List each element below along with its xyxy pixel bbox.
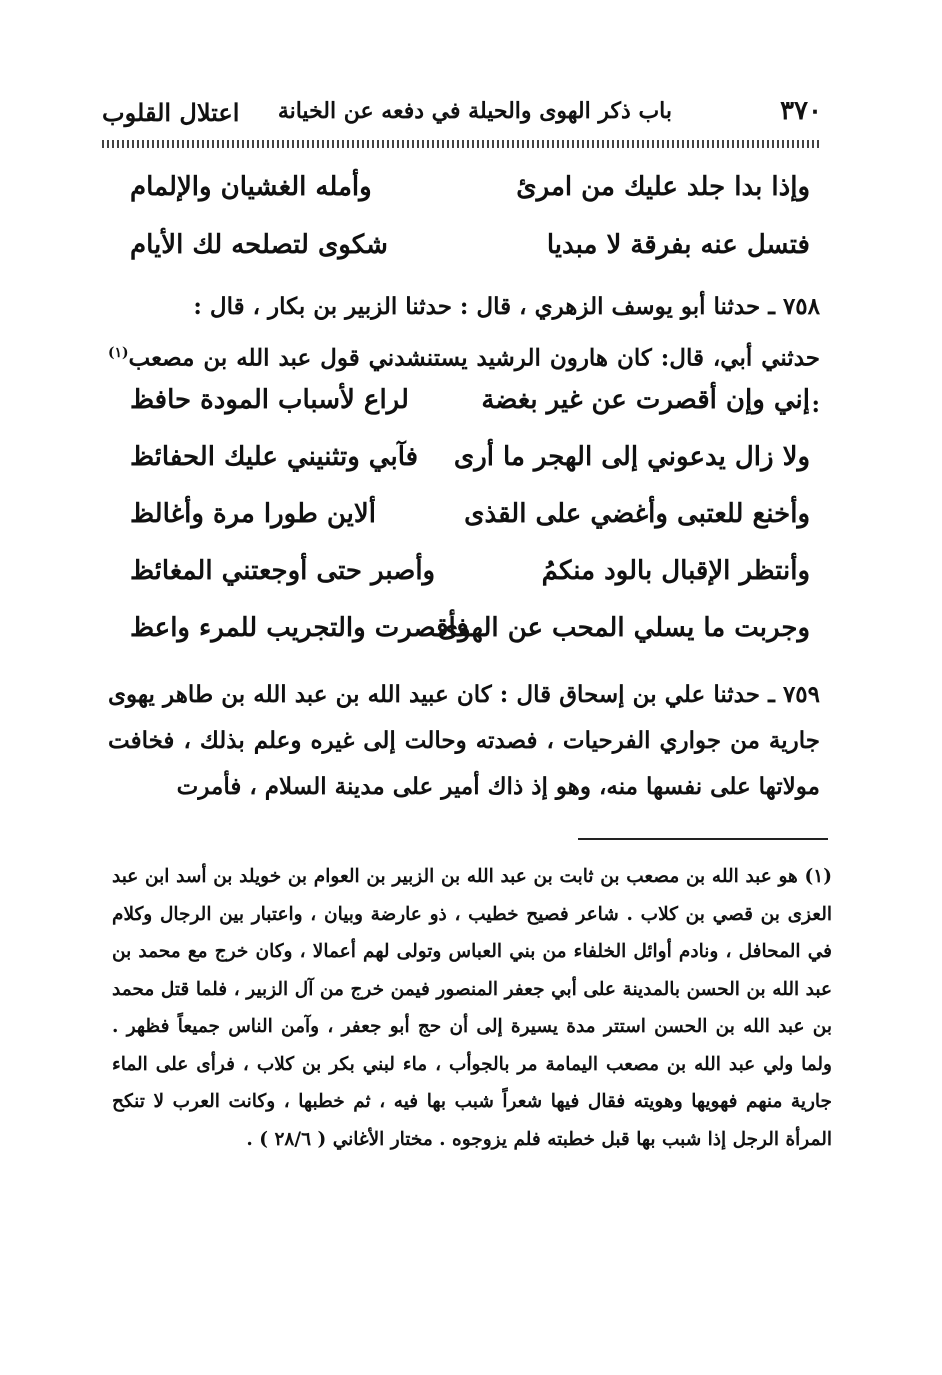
header-divider (102, 140, 822, 148)
verse-second-hemistich: شكوى لتصلحه لك الأيام (130, 230, 388, 260)
page-header (102, 92, 822, 132)
verse-first-hemistich: وأنتظر الإقبال بالود منكمُ (541, 556, 810, 586)
verse-line (120, 556, 810, 596)
verse-first-hemistich: ولا زال يدعوني إلى الهجر ما أرى (453, 442, 810, 472)
verse-first-hemistich: وجربت ما يسلي المحب عن الهوى (437, 613, 810, 643)
verse-first-hemistich: وإذا بدا جلد عليك من امرئ (516, 172, 810, 202)
verse-second-hemistich: فآبي وتثنيني عليك الحفائظ (130, 442, 419, 472)
verse-line (120, 613, 810, 653)
verse-first-hemistich: فتسل عنه بفرقة لا مبديا (546, 230, 810, 260)
book-title: اعتلال القلوب (102, 98, 240, 127)
verse-second-hemistich: ألاين طورا مرة وأغالظ (130, 499, 376, 529)
verse-line (120, 230, 810, 270)
running-title: باب ذكر الهوى والحيلة في دفعه عن الخيانة (277, 98, 672, 124)
verse-line (120, 442, 810, 482)
footnote: (١) هو عبد الله بن مصعب بن ثابت بن عبد الله بن الزبير بن العوام بن خويلد بن أسد ابن عبد العزى بن قصي بن كلاب . شاعر فصيح خطيب ، ذو عارضة وبيان ، واعتبار بين الرجال وكلام في المحافل ، ونادم أوائل الخلفاء من بني العباس وتولى لهم أعمالا ، وكان خرج مع محمد بن عبد الله بن الحسن بالمدينة على أبي جعفر المنصور فيمن خرج من آل الزبير ، فلما قتل محمد بن عبد الله بن الحسن استتر مدة يسيرة إلى أن حج أبو جعفر ، وآمن الناس جميعاً فظهر . ولما ولي عبد الله بن مصعب اليمامة مر بالجوأب ، ماء لبني بكر بن كلاب ، فرأى على الماء جارية منهم فهويها وهويته فقال فيها شعراً شبب بها فيه ، ثم خطبها ، وكانت العرب لا تنكح المرأة الرجل إذا شبب بها قبل خطبته فلم يزوجوه . مختار الأغاني ( ٢٨/٦ ) . (112, 866, 832, 1150)
entry-758-line-2: حدثني أبي، قال: كان هارون الرشيد يستنشدني قول عبد الله بن مصعب$^{(١)}$ : (108, 344, 820, 418)
entry-758-line-1: ٧٥٨ ـ حدثنا أبو يوسف الزهري ، قال : حدثنا الزبير بن بكار ، قال : (193, 293, 820, 320)
footnote-marker: (١) (108, 345, 129, 361)
verse-second-hemistich: فأقصرت والتجريب للمرء واعظ (130, 613, 469, 643)
verse-line (120, 499, 810, 539)
page-number: ٣٧٠ (780, 96, 822, 126)
verse-first-hemistich: وأخنع للعتبى وأغضي على القذى (464, 499, 810, 529)
verse-second-hemistich: وأصبر حتى أوجعتني المغائظ (130, 556, 436, 586)
verse-first-hemistich: إني وإن أقصرت عن غير بغضة (481, 385, 810, 415)
footnote-divider (578, 838, 828, 840)
verse-second-hemistich: لراع لأسباب المودة حافظ (130, 385, 409, 415)
verse-second-hemistich: وأمله الغشيان والإلمام (130, 172, 372, 202)
verse-line (120, 385, 810, 425)
verse-line (120, 172, 810, 212)
entry-759: ٧٥٩ ـ حدثنا علي بن إسحاق قال : كان عبيد الله بن عبد الله بن طاهر يهوى جارية من جواري الفرحيات ، فصدته وحالت إلى غيره وعلم بذلك ، فخافت مولاتها على نفسها منه، وهو إذ ذاك أمير على مدينة السلام ، فأمرت (108, 681, 820, 800)
